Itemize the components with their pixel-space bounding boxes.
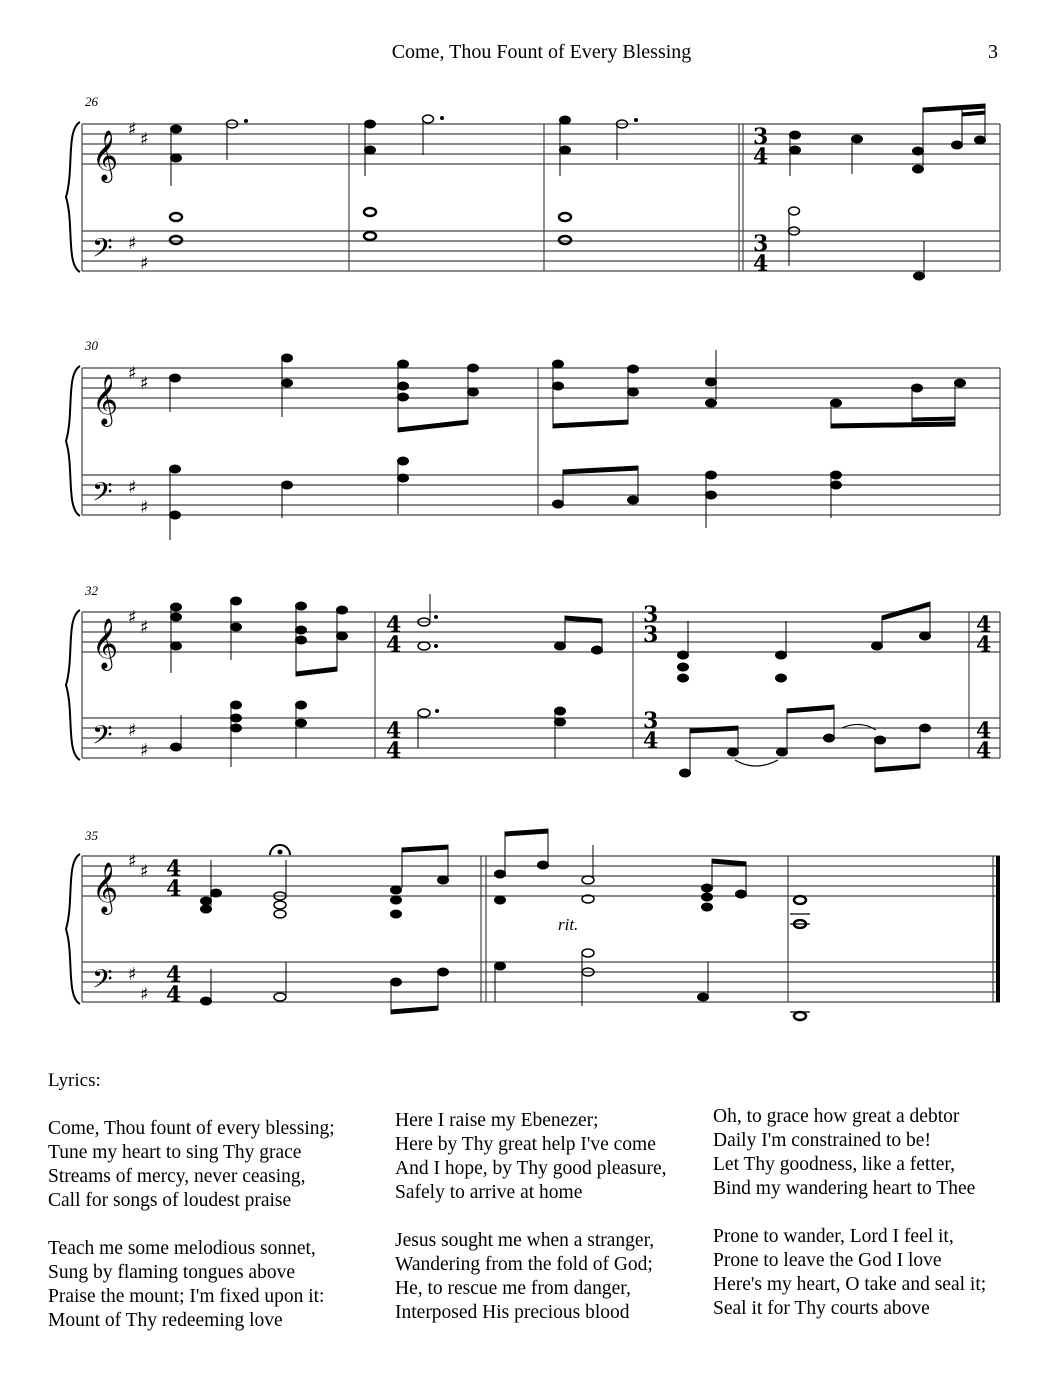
lyric-line: Teach me some melodious sonnet, bbox=[48, 1238, 316, 1259]
bass-clef-icon: 𝄢 bbox=[92, 232, 113, 270]
svg-text:4: 4 bbox=[386, 718, 402, 744]
ritardando-marking: rit. bbox=[558, 915, 579, 934]
svg-text:♯: ♯ bbox=[128, 964, 137, 985]
svg-text:♯: ♯ bbox=[140, 861, 149, 882]
measure-number: 35 bbox=[85, 828, 98, 843]
svg-text:𝄢: 𝄢 bbox=[92, 963, 113, 1001]
svg-text:♯: ♯ bbox=[128, 851, 137, 872]
svg-text:♯: ♯ bbox=[140, 617, 149, 638]
svg-text:4: 4 bbox=[166, 962, 182, 988]
svg-text:4: 4 bbox=[976, 738, 992, 764]
lyric-line: Sung by flaming tongues above bbox=[48, 1262, 295, 1283]
stanza bbox=[48, 1117, 335, 1213]
svg-text:𝄞: 𝄞 bbox=[92, 618, 119, 669]
measure-number: 32 bbox=[85, 583, 98, 598]
lyric-line: Oh, to grace how great a debtor bbox=[713, 1106, 960, 1127]
lyrics-column-1 bbox=[48, 1117, 335, 1357]
stanza bbox=[713, 1105, 986, 1201]
svg-text:4: 4 bbox=[166, 856, 182, 882]
sharp-icon: ♯ bbox=[128, 233, 137, 254]
svg-text:𝄢: 𝄢 bbox=[92, 476, 113, 514]
measure-number: 26 bbox=[85, 94, 98, 109]
lyric-line: Prone to wander, Lord I feel it, bbox=[713, 1226, 954, 1247]
lyric-line: Seal it for Thy courts above bbox=[713, 1298, 930, 1319]
stanza bbox=[48, 1237, 335, 1333]
svg-text:3: 3 bbox=[643, 708, 659, 734]
lyric-line: Jesus sought me when a stranger, bbox=[395, 1230, 655, 1251]
lyric-line: Mount of Thy redeeming love bbox=[48, 1310, 283, 1331]
lyric-line: Bind my wandering heart to Thee bbox=[713, 1178, 976, 1199]
svg-text:4: 4 bbox=[976, 632, 992, 658]
svg-text:4: 4 bbox=[386, 738, 402, 764]
lyric-line: He, to rescue me from danger, bbox=[395, 1278, 631, 1299]
page-number: 3 bbox=[988, 41, 998, 63]
lyrics-heading: Lyrics: bbox=[48, 1070, 101, 1091]
lyric-line: Come, Thou fount of every blessing; bbox=[48, 1118, 335, 1139]
stanza bbox=[395, 1109, 667, 1205]
lyric-line: Safely to arrive at home bbox=[395, 1182, 583, 1203]
svg-text:4: 4 bbox=[753, 144, 769, 170]
svg-text:♯: ♯ bbox=[128, 363, 137, 384]
svg-text:4: 4 bbox=[386, 632, 402, 658]
svg-text:4: 4 bbox=[976, 612, 992, 638]
measure-number: 30 bbox=[85, 338, 98, 353]
svg-text:4: 4 bbox=[166, 982, 182, 1008]
lyric-line: Tune my heart to sing Thy grace bbox=[48, 1142, 302, 1163]
lyric-line: And I hope, by Thy good pleasure, bbox=[395, 1158, 667, 1179]
svg-text:4: 4 bbox=[643, 728, 659, 754]
svg-text:♯: ♯ bbox=[140, 497, 149, 518]
lyric-line: Call for songs of loudest praise bbox=[48, 1190, 292, 1211]
svg-text:𝄞: 𝄞 bbox=[92, 862, 119, 913]
lyric-line: Daily I'm constrained to be! bbox=[713, 1130, 931, 1151]
treble-clef-icon: 𝄞 bbox=[92, 130, 119, 181]
svg-text:♯: ♯ bbox=[128, 720, 137, 741]
svg-text:3: 3 bbox=[753, 231, 769, 257]
svg-text:3: 3 bbox=[643, 622, 659, 648]
svg-text:♯: ♯ bbox=[128, 607, 137, 628]
svg-text:𝄢: 𝄢 bbox=[92, 719, 113, 757]
svg-text:4: 4 bbox=[166, 876, 182, 902]
svg-text:4: 4 bbox=[976, 718, 992, 744]
svg-text:♯: ♯ bbox=[140, 984, 149, 1005]
svg-text:4: 4 bbox=[753, 251, 769, 277]
svg-text:4: 4 bbox=[386, 612, 402, 638]
svg-text:♯: ♯ bbox=[128, 477, 137, 498]
svg-text:♯: ♯ bbox=[140, 253, 149, 274]
svg-text:3: 3 bbox=[643, 602, 659, 628]
lyric-line: Prone to leave the God I love bbox=[713, 1250, 942, 1271]
lyric-line: Here I raise my Ebenezer; bbox=[395, 1110, 599, 1131]
lyric-line: Interposed His precious blood bbox=[395, 1302, 630, 1323]
svg-text:♯: ♯ bbox=[140, 129, 149, 150]
svg-text:𝄞: 𝄞 bbox=[92, 374, 119, 425]
stanza bbox=[713, 1225, 986, 1321]
sharp-icon: ♯ bbox=[128, 119, 137, 140]
svg-text:♯: ♯ bbox=[140, 740, 149, 761]
svg-text:3: 3 bbox=[753, 124, 769, 150]
lyric-line: Streams of mercy, never ceasing, bbox=[48, 1166, 306, 1187]
stanza bbox=[395, 1229, 667, 1325]
lyric-line: Praise the mount; I'm fixed upon it: bbox=[48, 1286, 325, 1307]
svg-text:♯: ♯ bbox=[140, 373, 149, 394]
lyrics-column-3 bbox=[713, 1105, 986, 1345]
lyrics-column-2 bbox=[395, 1109, 667, 1349]
lyric-line: Wandering from the fold of God; bbox=[395, 1254, 653, 1275]
lyric-line: Let Thy goodness, like a fetter, bbox=[713, 1154, 955, 1175]
piece-title: Come, Thou Fount of Every Blessing bbox=[391, 41, 692, 63]
lyric-line: Here's my heart, O take and seal it; bbox=[713, 1274, 987, 1295]
lyric-line: Here by Thy great help I've come bbox=[395, 1134, 656, 1155]
